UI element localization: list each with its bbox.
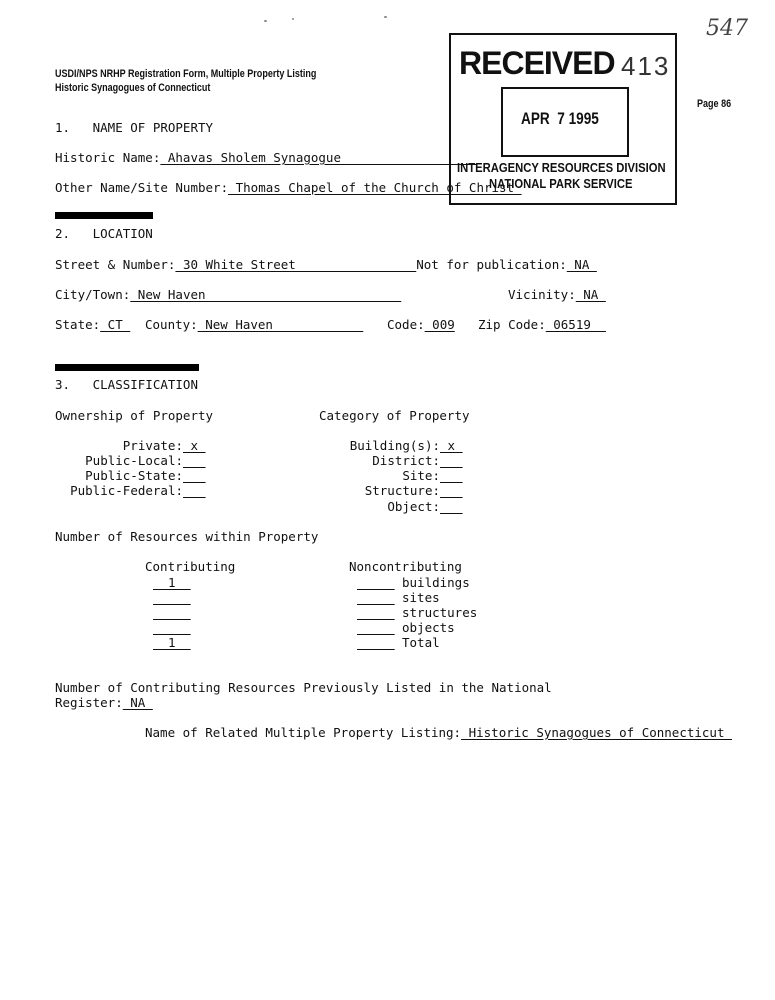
resources-heading: Number of Resources within Property [55,529,319,544]
section2-heading: 2. LOCATION [55,226,153,241]
ownership-label: Private: [122,438,183,453]
resource-type: structures [402,605,478,620]
category-value [440,500,463,514]
ownership-heading: Ownership of Property [55,408,214,423]
historic-name-row [55,151,476,165]
ownership-value: x [183,438,206,453]
not-for-publication-label: Not for publication: [416,257,567,272]
zip-label: Zip Code: [478,317,546,332]
resource-type: buildings [402,575,470,590]
ownership-row [123,439,183,453]
noncontributing-count [357,591,395,605]
resource-type: Total [402,635,440,650]
stamp-number: 413 [621,51,671,81]
ownership-value [183,469,206,483]
vicinity-value: NA [575,287,606,302]
form-header-subtitle: Historic Synagogues of Connecticut [55,82,211,94]
category-row [387,500,440,514]
state-value: CT [100,317,131,332]
scan-speck [292,18,294,20]
city-value: New Haven [130,287,402,302]
not-for-publication-value: NA [566,257,597,272]
other-name-label: Other Name/Site Number: [55,180,229,195]
street-value: 30 White Street [175,257,417,272]
ownership-row [85,454,183,468]
category-label: Object: [387,499,440,514]
contributing-count [153,606,191,620]
resource-type: objects [402,620,455,635]
category-value [440,484,463,498]
section-divider [55,212,153,219]
ownership-label: Public-Federal: [70,483,183,498]
category-value [440,469,463,483]
related-listing-row [145,726,732,740]
related-listing-label: Name of Related Multiple Property Listing: [145,725,462,740]
stamp-date-box [501,87,629,157]
city-label: City/Town: [55,287,131,302]
category-row [350,439,440,453]
previously-listed-text: Number of Contributing Resources Previously Listed in the National [55,680,552,695]
contributing-count: 1 [153,575,191,590]
contributing-count [153,621,191,635]
noncontributing-count [357,636,395,650]
historic-name-label: Historic Name: [55,150,161,165]
ownership-label: Public-Local: [85,453,183,468]
code-row [387,318,455,332]
ownership-value [183,454,206,468]
zip-value: 06519 [545,317,606,332]
contributing-heading: Contributing [145,559,236,574]
stamp-division: INTERAGENCY RESOURCES DIVISION [457,161,666,175]
contributing-count: 1 [153,635,191,650]
section3-heading: 3. CLASSIFICATION [55,377,198,392]
county-value: New Haven [197,317,364,332]
related-listing-value: Historic Synagogues of Connecticut [461,725,733,740]
category-row [365,484,440,498]
resource-type: sites [402,590,440,605]
category-heading: Category of Property [319,408,470,423]
form-header-title: USDI/NPS NRHP Registration Form, Multiple Property Listing [55,68,317,80]
county-label: County: [145,317,198,332]
ownership-label: Public-State: [85,468,183,483]
state-label: State: [55,317,101,332]
ownership-row [85,469,183,483]
section1-heading: 1. NAME OF PROPERTY [55,120,214,135]
register-row [55,696,153,710]
noncontributing-count [357,621,395,635]
vicinity-row [508,288,606,302]
scan-speck [384,16,387,18]
code-value: 009 [424,317,455,332]
register-value: NA [122,695,153,710]
state-row [55,318,130,332]
contributing-count [153,591,191,605]
category-row [402,469,440,483]
stamp-received-text: RECEIVED [459,45,615,81]
category-label: District: [372,453,440,468]
ownership-row [70,484,183,498]
street-label: Street & Number: [55,257,176,272]
category-label: Site: [402,468,440,483]
category-label: Building(s): [349,438,440,453]
scan-speck [264,20,267,22]
noncontributing-count [357,576,395,590]
other-name-row [55,181,522,195]
noncontributing-heading: Noncontributing [349,559,462,574]
other-name-value: Thomas Chapel of the Church of Christ [228,180,522,195]
street-row [55,258,597,272]
stamp-date: APR 7 1995 [521,109,599,128]
category-value [440,454,463,468]
register-label: Register: [55,695,123,710]
page-number: Page 86 [697,98,732,110]
ownership-value [183,484,206,498]
stamp-service: NATIONAL PARK SERVICE [489,177,633,191]
code-label: Code: [387,317,425,332]
category-value: x [440,438,463,453]
section-divider [55,364,199,371]
vicinity-label: Vicinity: [508,287,576,302]
category-row [372,454,440,468]
category-label: Structure: [364,483,440,498]
handwritten-number: 547 [706,16,748,41]
city-row [55,288,401,302]
county-row [145,318,363,332]
historic-name-value: Ahavas Sholem Synagogue [160,150,477,165]
zip-row [478,318,606,332]
noncontributing-count [357,606,395,620]
